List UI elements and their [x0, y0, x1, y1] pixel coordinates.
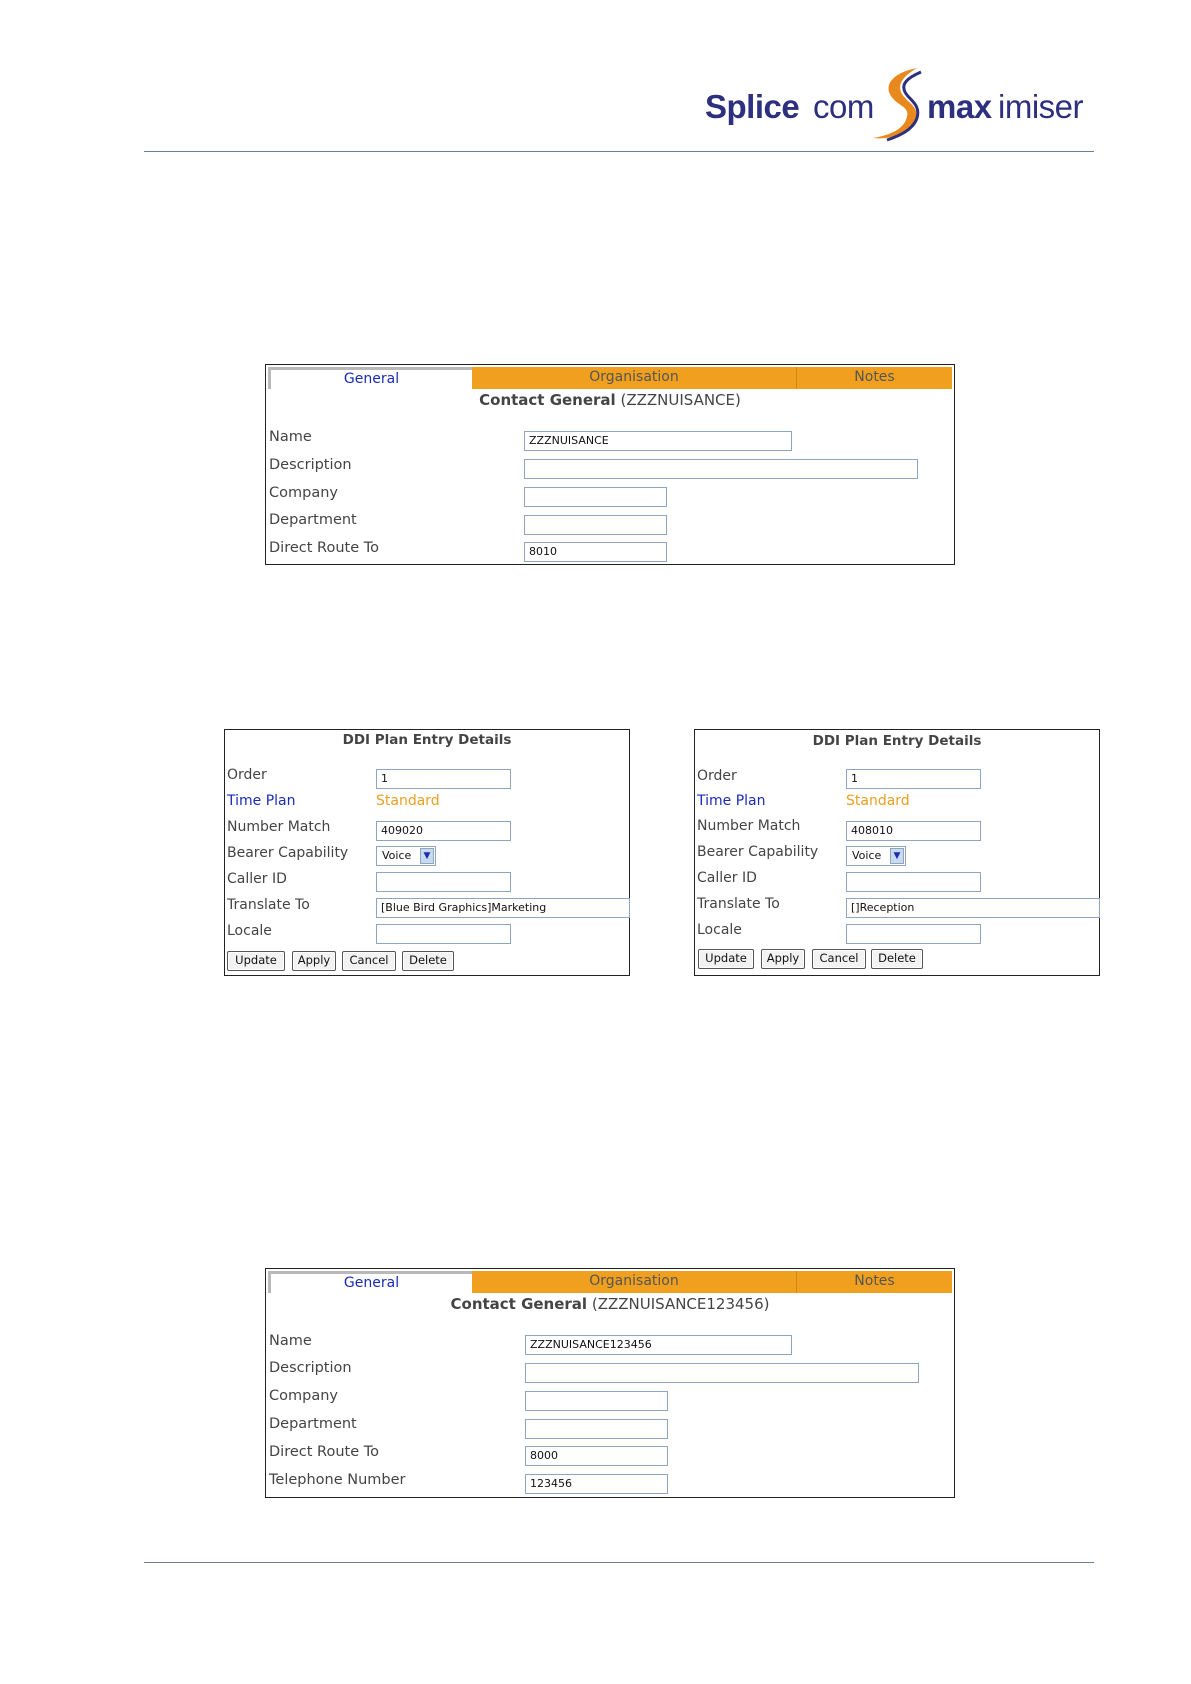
delete-button[interactable]: Delete: [402, 951, 454, 971]
translate-to-label: Translate To: [227, 897, 310, 913]
caller-id-input[interactable]: [376, 872, 511, 892]
bearer-capability-value: Voice: [852, 849, 882, 862]
company-input[interactable]: [525, 1391, 668, 1411]
update-button[interactable]: Update: [698, 949, 754, 969]
number-match-input[interactable]: 408010: [846, 821, 981, 841]
tab-bar: [268, 1271, 952, 1293]
chevron-down-icon: ▼: [890, 848, 904, 864]
company-label: Company: [269, 1388, 338, 1404]
caller-id-label: Caller ID: [227, 871, 287, 887]
panel-title: [266, 391, 954, 409]
update-button[interactable]: Update: [227, 951, 285, 971]
chevron-down-icon: ▼: [420, 848, 434, 864]
time-plan-link[interactable]: Time Plan: [697, 793, 766, 809]
footer-divider: [144, 1562, 1094, 1563]
caller-id-input[interactable]: [846, 872, 981, 892]
translate-to-input[interactable]: [Blue Bird Graphics]Marketing: [376, 898, 630, 918]
order-input[interactable]: 1: [846, 769, 981, 789]
order-input[interactable]: 1: [376, 769, 511, 789]
locale-label: Locale: [697, 922, 742, 938]
direct-route-input[interactable]: 8000: [525, 1446, 668, 1466]
splicecom-maximiser-logo: [705, 62, 1105, 144]
contact-general-panel-2: [265, 1268, 955, 1498]
bearer-capability-label: Bearer Capability: [697, 844, 819, 860]
description-label: Description: [269, 1360, 352, 1376]
tab-organisation[interactable]: Organisation: [472, 1271, 797, 1293]
direct-route-input[interactable]: 8010: [524, 542, 667, 562]
company-input[interactable]: [524, 487, 667, 507]
logo-com-text: com: [813, 88, 874, 125]
name-label: Name: [269, 429, 312, 445]
locale-input[interactable]: [846, 924, 981, 944]
tab-notes[interactable]: Notes: [797, 367, 952, 389]
name-input[interactable]: ZZZNUISANCE123456: [525, 1335, 792, 1355]
number-match-label: Number Match: [227, 819, 331, 835]
company-label: Company: [269, 485, 338, 501]
locale-input[interactable]: [376, 924, 511, 944]
apply-button[interactable]: Apply: [292, 951, 336, 971]
name-label: Name: [269, 1333, 312, 1349]
panel-title-id: (ZZZNUISANCE): [615, 391, 741, 409]
time-plan-value: Standard: [376, 793, 440, 809]
logo-swoosh-icon: [865, 62, 935, 144]
direct-route-label: Direct Route To: [269, 1444, 379, 1460]
delete-button[interactable]: Delete: [871, 949, 923, 969]
department-label: Department: [269, 512, 357, 528]
time-plan-value: Standard: [846, 793, 910, 809]
cancel-button[interactable]: Cancel: [812, 949, 866, 969]
translate-to-label: Translate To: [697, 896, 780, 912]
telephone-number-label: Telephone Number: [269, 1472, 406, 1488]
name-input[interactable]: ZZZNUISANCE: [524, 431, 792, 451]
tab-general[interactable]: General: [268, 367, 472, 389]
caller-id-label: Caller ID: [697, 870, 757, 886]
panel-title-bold: Contact General: [479, 391, 616, 409]
time-plan-link[interactable]: Time Plan: [227, 793, 296, 809]
order-label: Order: [227, 767, 267, 783]
ddi-plan-entry-panel-right: [694, 729, 1100, 976]
number-match-input[interactable]: 409020: [376, 821, 511, 841]
department-label: Department: [269, 1416, 357, 1432]
order-label: Order: [697, 768, 737, 784]
description-input[interactable]: [525, 1363, 919, 1383]
ddi-plan-entry-panel-left: [224, 729, 630, 976]
bearer-capability-select[interactable]: [846, 846, 906, 866]
header-divider: [144, 151, 1094, 152]
cancel-button[interactable]: Cancel: [342, 951, 396, 971]
panel-title-bold: Contact General: [450, 1295, 588, 1313]
number-match-label: Number Match: [697, 818, 801, 834]
panel-title: [266, 1295, 954, 1313]
bearer-capability-select[interactable]: [376, 846, 436, 866]
department-input[interactable]: [525, 1419, 668, 1439]
locale-label: Locale: [227, 923, 272, 939]
bearer-capability-label: Bearer Capability: [227, 845, 349, 861]
direct-route-label: Direct Route To: [269, 540, 379, 556]
logo-splice-text: Splice: [705, 88, 800, 125]
department-input[interactable]: [524, 515, 667, 535]
bearer-capability-value: Voice: [382, 849, 412, 862]
tab-bar: [268, 367, 952, 389]
description-label: Description: [269, 457, 352, 473]
telephone-number-input[interactable]: 123456: [525, 1474, 668, 1494]
apply-button[interactable]: Apply: [761, 949, 805, 969]
logo-max-text: max: [927, 88, 992, 125]
tab-organisation[interactable]: Organisation: [472, 367, 797, 389]
panel-title-id: (ZZZNUISANCE123456): [587, 1295, 770, 1313]
ddi-title: DDI Plan Entry Details: [342, 732, 512, 748]
logo-imiser-text: imiser: [998, 88, 1083, 125]
description-input[interactable]: [524, 459, 918, 479]
contact-general-panel: [265, 364, 955, 565]
tab-general[interactable]: General: [268, 1271, 472, 1293]
ddi-title: DDI Plan Entry Details: [812, 733, 982, 749]
tab-notes[interactable]: Notes: [797, 1271, 952, 1293]
translate-to-input[interactable]: []Reception: [846, 898, 1100, 918]
